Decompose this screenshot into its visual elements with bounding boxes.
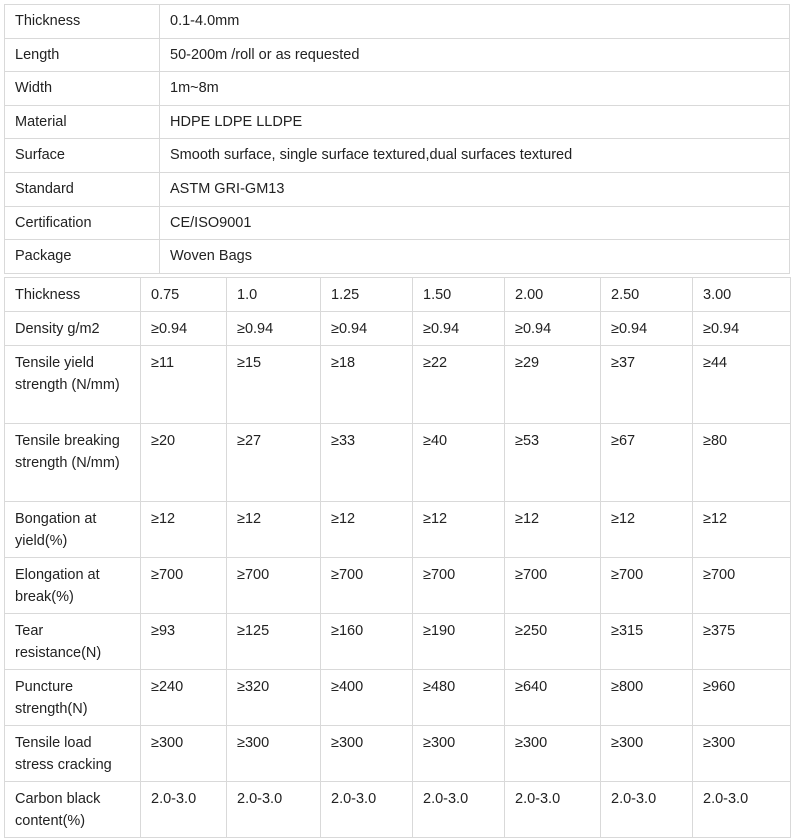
spec-table xyxy=(4,4,790,274)
property-value: ≥18 xyxy=(321,346,413,424)
thickness-header: 0.75 xyxy=(141,278,227,312)
property-value: ≥93 xyxy=(141,614,227,670)
property-value: ≥300 xyxy=(321,726,413,782)
property-value: ≥0.94 xyxy=(693,312,791,346)
property-value: 2.0-3.0 xyxy=(413,782,505,838)
table-row xyxy=(5,312,791,346)
spec-value: ASTM GRI-GM13 xyxy=(160,172,790,206)
spec-label: Thickness xyxy=(5,5,160,39)
property-value: ≥320 xyxy=(227,670,321,726)
property-table xyxy=(4,277,791,838)
spec-label: Certification xyxy=(5,206,160,240)
table-row xyxy=(5,782,791,838)
property-value: 2.0-3.0 xyxy=(601,782,693,838)
table-row xyxy=(5,614,791,670)
property-value: ≥300 xyxy=(413,726,505,782)
property-value: ≥33 xyxy=(321,424,413,502)
spec-value: Woven Bags xyxy=(160,240,790,274)
table-row xyxy=(5,558,791,614)
property-value: ≥700 xyxy=(141,558,227,614)
thickness-header: 2.50 xyxy=(601,278,693,312)
property-value: ≥11 xyxy=(141,346,227,424)
property-value: ≥700 xyxy=(601,558,693,614)
property-value: ≥0.94 xyxy=(321,312,413,346)
property-value: ≥300 xyxy=(227,726,321,782)
property-value: ≥480 xyxy=(413,670,505,726)
property-value: ≥37 xyxy=(601,346,693,424)
spec-label: Package xyxy=(5,240,160,274)
property-label: Tensile load stress cracking xyxy=(5,726,141,782)
property-value: ≥12 xyxy=(693,502,791,558)
property-value: ≥12 xyxy=(413,502,505,558)
property-value: ≥700 xyxy=(693,558,791,614)
table-row xyxy=(5,72,790,106)
property-value: ≥12 xyxy=(227,502,321,558)
thickness-header: 1.0 xyxy=(227,278,321,312)
property-value: ≥700 xyxy=(413,558,505,614)
spec-label: Length xyxy=(5,38,160,72)
property-value: ≥240 xyxy=(141,670,227,726)
spec-value: 50-200m /roll or as requested xyxy=(160,38,790,72)
property-label: Density g/m2 xyxy=(5,312,141,346)
property-value: ≥700 xyxy=(321,558,413,614)
property-value: ≥12 xyxy=(505,502,601,558)
table-row xyxy=(5,38,790,72)
table-row xyxy=(5,726,791,782)
spec-label: Material xyxy=(5,105,160,139)
thickness-header: 2.00 xyxy=(505,278,601,312)
table-row xyxy=(5,240,790,274)
table-row xyxy=(5,346,791,424)
property-value: ≥800 xyxy=(601,670,693,726)
table-header-row xyxy=(5,278,791,312)
property-value: 2.0-3.0 xyxy=(693,782,791,838)
table-row xyxy=(5,172,790,206)
property-value: ≥12 xyxy=(321,502,413,558)
spec-label: Width xyxy=(5,72,160,106)
property-label: Tensile yield strength (N/mm) xyxy=(5,346,141,424)
property-value: ≥160 xyxy=(321,614,413,670)
property-label: Puncture strength(N) xyxy=(5,670,141,726)
thickness-header: 3.00 xyxy=(693,278,791,312)
table-row xyxy=(5,502,791,558)
property-label: Elongation at break(%) xyxy=(5,558,141,614)
spec-value: HDPE LDPE LLDPE xyxy=(160,105,790,139)
property-value: ≥67 xyxy=(601,424,693,502)
property-value: 2.0-3.0 xyxy=(321,782,413,838)
table-row xyxy=(5,139,790,173)
table-row xyxy=(5,5,790,39)
property-label: Tensile breaking strength (N/mm) xyxy=(5,424,141,502)
property-value: ≥0.94 xyxy=(141,312,227,346)
spec-value: 0.1-4.0mm xyxy=(160,5,790,39)
property-value: ≥315 xyxy=(601,614,693,670)
table-row xyxy=(5,424,791,502)
table-row xyxy=(5,670,791,726)
property-value: ≥0.94 xyxy=(227,312,321,346)
table-row xyxy=(5,105,790,139)
spec-value: CE/ISO9001 xyxy=(160,206,790,240)
property-value: ≥44 xyxy=(693,346,791,424)
property-value: ≥300 xyxy=(505,726,601,782)
property-value: ≥80 xyxy=(693,424,791,502)
thickness-header: 1.50 xyxy=(413,278,505,312)
property-value: ≥700 xyxy=(505,558,601,614)
property-value: ≥190 xyxy=(413,614,505,670)
property-value: ≥125 xyxy=(227,614,321,670)
property-value: ≥53 xyxy=(505,424,601,502)
table-row xyxy=(5,206,790,240)
property-value: ≥0.94 xyxy=(505,312,601,346)
property-label: Tear resistance(N) xyxy=(5,614,141,670)
thickness-header: 1.25 xyxy=(321,278,413,312)
property-value: ≥700 xyxy=(227,558,321,614)
spec-value: Smooth surface, single surface textured,dual surfaces textured xyxy=(160,139,790,173)
property-value: ≥27 xyxy=(227,424,321,502)
property-value: ≥300 xyxy=(601,726,693,782)
property-label: Carbon black content(%) xyxy=(5,782,141,838)
property-value: ≥22 xyxy=(413,346,505,424)
property-value: ≥20 xyxy=(141,424,227,502)
property-value: ≥40 xyxy=(413,424,505,502)
spec-label: Standard xyxy=(5,172,160,206)
property-value: ≥12 xyxy=(601,502,693,558)
property-value: ≥640 xyxy=(505,670,601,726)
property-value: ≥0.94 xyxy=(413,312,505,346)
header-label: Thickness xyxy=(5,278,141,312)
property-value: ≥15 xyxy=(227,346,321,424)
property-value: ≥375 xyxy=(693,614,791,670)
property-value: ≥400 xyxy=(321,670,413,726)
property-value: ≥960 xyxy=(693,670,791,726)
spec-value: 1m~8m xyxy=(160,72,790,106)
property-value: ≥0.94 xyxy=(601,312,693,346)
property-value: ≥12 xyxy=(141,502,227,558)
property-value: 2.0-3.0 xyxy=(227,782,321,838)
property-value: ≥300 xyxy=(141,726,227,782)
property-label: Bongation at yield(%) xyxy=(5,502,141,558)
property-value: ≥300 xyxy=(693,726,791,782)
spec-label: Surface xyxy=(5,139,160,173)
property-value: ≥250 xyxy=(505,614,601,670)
property-value: ≥29 xyxy=(505,346,601,424)
property-value: 2.0-3.0 xyxy=(505,782,601,838)
property-value: 2.0-3.0 xyxy=(141,782,227,838)
